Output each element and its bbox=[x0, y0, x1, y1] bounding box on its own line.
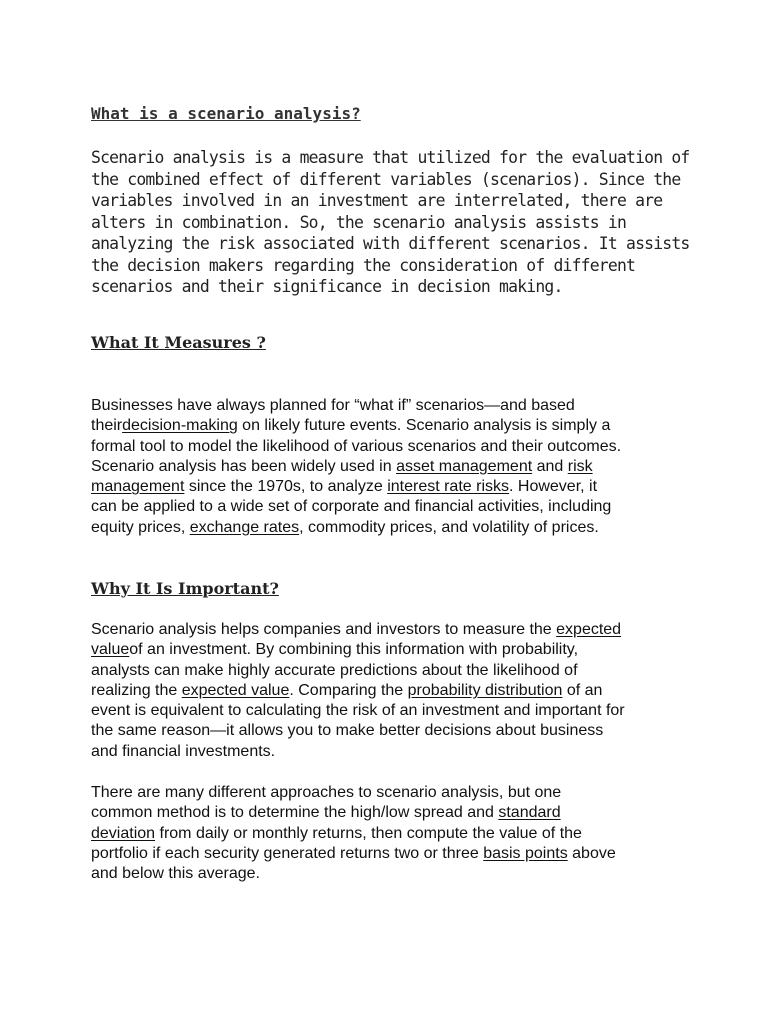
text: and below this average. bbox=[91, 865, 260, 883]
paragraph-approaches bbox=[91, 783, 691, 884]
text-line: scenarios and their significance in decision making. bbox=[91, 277, 563, 296]
text: Scenario analysis has been widely used in bbox=[91, 457, 397, 475]
text: equity prices, bbox=[91, 518, 190, 536]
link-risk-management[interactable]: risk bbox=[567, 457, 593, 475]
text: above bbox=[567, 844, 616, 862]
text-line bbox=[91, 457, 691, 477]
text: their bbox=[91, 417, 123, 435]
paragraph-definition bbox=[91, 147, 690, 298]
paragraph-what-it-measures bbox=[91, 396, 691, 538]
text: the same reason—it allows you to make better decisions about business bbox=[91, 722, 604, 740]
text-line bbox=[91, 844, 691, 864]
text-line bbox=[91, 497, 691, 517]
link-interest-rate-risks[interactable]: interest rate risks bbox=[387, 478, 509, 496]
text: realizing the bbox=[91, 681, 182, 699]
text-line bbox=[91, 477, 691, 497]
text: , commodity prices, and volatility of prices. bbox=[299, 518, 599, 536]
text-line bbox=[91, 416, 691, 436]
text: since the 1970s, to analyze bbox=[184, 478, 388, 496]
text-line bbox=[91, 721, 691, 741]
text-line bbox=[91, 824, 691, 844]
text-line bbox=[91, 437, 691, 457]
text-line bbox=[91, 640, 691, 660]
heading-what-it-measures: What It Measures ? bbox=[91, 333, 266, 352]
text: can be applied to a wide set of corporate and financial activities, including bbox=[91, 498, 612, 516]
text-line bbox=[91, 803, 691, 823]
text-line: analyzing the risk associated with different scenarios. It assists bbox=[91, 234, 690, 253]
text-line: Scenario analysis is a measure that utilized for the evaluation of bbox=[91, 148, 690, 167]
text-line bbox=[91, 864, 691, 884]
text: . However, it bbox=[509, 478, 598, 496]
text: of an bbox=[562, 681, 603, 699]
link-asset-management[interactable]: asset management bbox=[396, 457, 533, 475]
text: common method is to determine the high/low spread and bbox=[91, 804, 499, 822]
text-line bbox=[91, 701, 691, 721]
text-line: variables involved in an investment are interrelated, there are bbox=[91, 191, 663, 210]
text: . Comparing the bbox=[289, 681, 408, 699]
link-basis-points[interactable]: basis points bbox=[483, 844, 568, 862]
text-line bbox=[91, 681, 691, 701]
link-exchange-rates[interactable]: exchange rates bbox=[189, 518, 300, 536]
link-decision-making[interactable]: decision-making bbox=[122, 417, 238, 435]
link-standard-deviation[interactable]: standard bbox=[498, 804, 561, 822]
link-standard-deviation[interactable]: deviation bbox=[91, 824, 156, 842]
text-line bbox=[91, 518, 691, 538]
text: Businesses have always planned for “what if” scenarios—and based bbox=[91, 397, 575, 414]
text: event is equivalent to calculating the risk of an investment and important for bbox=[91, 702, 625, 720]
link-risk-management[interactable]: management bbox=[91, 478, 185, 496]
text: and financial investments. bbox=[91, 742, 276, 760]
link-expected-value[interactable]: value bbox=[91, 641, 130, 659]
text: portfolio if each security generated returns two or three bbox=[91, 844, 484, 862]
paragraph-why-important bbox=[91, 620, 691, 762]
text: on likely future events. Scenario analysis is simply a bbox=[237, 417, 611, 435]
text-line bbox=[91, 620, 691, 640]
text: analysts can make highly accurate predictions about the likelihood of bbox=[91, 661, 578, 679]
text: of an investment. By combining this information with probability, bbox=[129, 641, 579, 659]
text: There are many different approaches to scenario analysis, but one bbox=[91, 784, 562, 801]
text-line bbox=[91, 783, 691, 803]
link-expected-value[interactable]: expected bbox=[556, 621, 622, 638]
link-probability-distribution[interactable]: probability distribution bbox=[407, 681, 563, 699]
text-line: the decision makers regarding the consideration of different bbox=[91, 255, 636, 275]
text: formal tool to model the likelihood of various scenarios and their outcomes. bbox=[91, 437, 622, 455]
text-line: the combined effect of different variables (scenarios). Since the bbox=[91, 169, 681, 189]
text-line bbox=[91, 661, 691, 681]
text: and bbox=[532, 457, 568, 475]
text-line: alters in combination. So, the scenario analysis assists in bbox=[91, 212, 627, 232]
heading-what-is-scenario-analysis: What is a scenario analysis? bbox=[91, 104, 361, 123]
text: from daily or monthly returns, then compute the value of the bbox=[155, 824, 582, 842]
text: Scenario analysis helps companies and investors to measure the bbox=[91, 621, 557, 638]
heading-why-it-is-important: Why It Is Important? bbox=[91, 579, 279, 598]
link-expected-value[interactable]: expected value bbox=[181, 681, 290, 699]
text-line bbox=[91, 396, 691, 416]
text-line bbox=[91, 742, 691, 762]
